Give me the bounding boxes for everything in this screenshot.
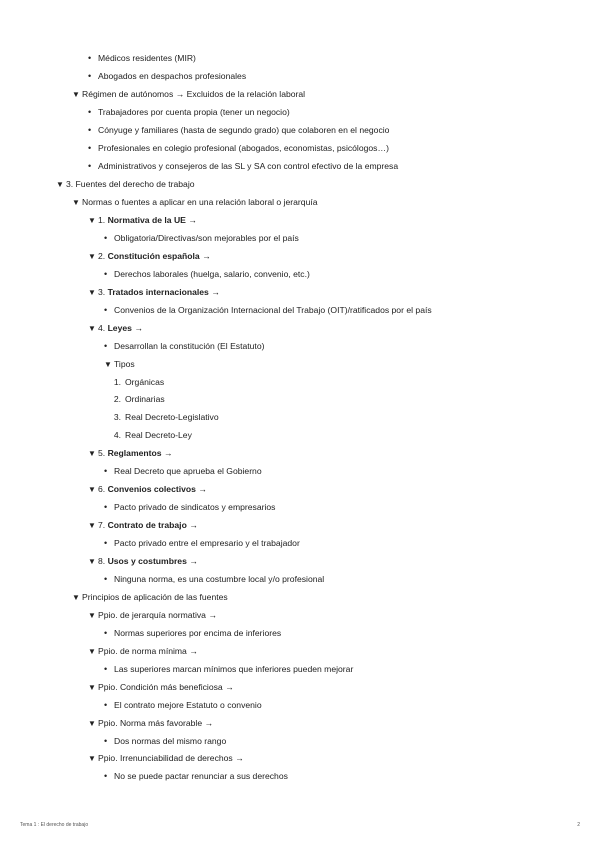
list-item-text: Dos normas del mismo rango <box>114 736 227 746</box>
list-item-text: El contrato mejore Estatuto o convenio <box>114 700 262 710</box>
bullet-icon: • <box>104 466 108 476</box>
list-item <box>104 465 262 477</box>
toggle-item-reglamentos[interactable] <box>88 447 173 460</box>
list-item <box>104 268 310 280</box>
item-prefix: 4. <box>98 323 108 333</box>
collapse-triangle-icon[interactable]: ▼ <box>88 683 96 692</box>
page-number: 2 <box>577 822 580 828</box>
toggle-item-ue[interactable] <box>88 214 197 227</box>
toggle-item-constitucion[interactable] <box>88 250 211 263</box>
list-item-text: Las superiores marcan mínimos que inferiores pueden mejorar <box>114 664 354 674</box>
item-arrow: → <box>186 556 198 566</box>
toggle-item-leyes[interactable] <box>88 322 143 335</box>
list-item-text: Administrativos y consejeros de las SL y SA con control efectivo de la empresa <box>98 161 399 171</box>
collapse-triangle-icon[interactable]: ▼ <box>88 647 96 656</box>
bullet-icon: • <box>104 700 108 710</box>
list-item-text: Pacto privado de sindicatos y empresarios <box>114 502 276 512</box>
list-item-text: Cónyuge y familiares (hasta de segundo grado) que colaboren en el negocio <box>98 125 390 135</box>
collapse-triangle-icon[interactable]: ▼ <box>56 180 64 189</box>
list-item <box>104 770 288 782</box>
list-item-text: Pacto privado entre el empresario y el trabajador <box>114 538 300 548</box>
toggle-label: Ppio. de jerarquía normativa → <box>98 610 217 620</box>
item-arrow: → <box>186 520 198 530</box>
collapse-triangle-icon[interactable]: ▼ <box>88 216 96 225</box>
toggle-label: Tipos <box>114 359 135 369</box>
toggle-label: Ppio. de norma mínima → <box>98 646 198 656</box>
item-title: Convenios colectivos <box>107 484 196 494</box>
numbered-item <box>108 429 192 441</box>
list-item <box>104 573 324 585</box>
item-title: Usos y costumbres <box>107 556 187 566</box>
toggle-item-tipos[interactable] <box>104 358 135 371</box>
bullet-icon: • <box>104 664 108 674</box>
bullet-icon: • <box>104 341 108 351</box>
collapse-triangle-icon[interactable]: ▼ <box>88 485 96 494</box>
bullet-icon: • <box>104 269 108 279</box>
list-item <box>88 160 398 172</box>
item-title: Reglamentos <box>107 448 162 458</box>
item-arrow: → <box>131 323 143 333</box>
item-title: Normativa de la UE <box>107 215 186 225</box>
collapse-triangle-icon[interactable]: ▼ <box>104 360 112 369</box>
item-text: Ordinarias <box>125 394 165 404</box>
toggle-item-usos[interactable] <box>88 555 198 568</box>
item-title: Leyes <box>107 323 132 333</box>
list-item <box>88 124 389 136</box>
list-item-text: Desarrollan la constitución (El Estatuto) <box>114 341 265 351</box>
list-item <box>104 340 264 352</box>
bullet-icon: • <box>88 161 92 171</box>
bullet-icon: • <box>104 628 108 638</box>
item-arrow: → <box>199 251 211 261</box>
toggle-label: Ppio. Irrenunciabilidad de derechos → <box>98 753 244 763</box>
item-prefix: 6. <box>98 484 108 494</box>
toggle-item-convenios[interactable] <box>88 483 207 496</box>
collapse-triangle-icon[interactable]: ▼ <box>88 521 96 530</box>
bullet-icon: • <box>104 574 108 584</box>
list-item-text: Abogados en despachos profesionales <box>98 71 247 81</box>
list-item-text: Derechos laborales (huelga, salario, convenio, etc.) <box>114 269 310 279</box>
bullet-icon: • <box>104 771 108 781</box>
list-item <box>104 663 353 675</box>
footer-title: Tema 1 : El derecho de trabajo <box>20 822 89 828</box>
toggle-item-contrato[interactable] <box>88 519 198 532</box>
list-item-text: Convenios de la Organización Internacional del Trabajo (OIT)/ratificados por el país <box>114 305 432 315</box>
collapse-triangle-icon[interactable]: ▼ <box>88 252 96 261</box>
bullet-icon: • <box>88 107 92 117</box>
list-item-text: Profesionales en colegio profesional (abogados, economistas, psicólogos…) <box>98 143 389 153</box>
list-item-text: Ninguna norma, es una costumbre local y/o profesional <box>114 574 325 584</box>
collapse-triangle-icon[interactable]: ▼ <box>88 449 96 458</box>
item-number: 1. <box>113 377 121 387</box>
item-prefix: 2. <box>98 251 108 261</box>
collapse-triangle-icon[interactable]: ▼ <box>88 719 96 728</box>
collapse-triangle-icon[interactable]: ▼ <box>72 593 80 602</box>
item-arrow: → <box>195 484 207 494</box>
item-title: Tratados internacionales <box>107 287 209 297</box>
collapse-triangle-icon[interactable]: ▼ <box>88 754 96 763</box>
toggle-label: Régimen de autónomos → Excluidos de la relación laboral <box>82 89 306 99</box>
toggle-label: Ppio. Condición más beneficiosa → <box>98 682 234 692</box>
section-heading: 3. Fuentes del derecho de trabajo <box>66 179 195 189</box>
list-item-text: Real Decreto que aprueba el Gobierno <box>114 466 262 476</box>
list-item-text: No se puede pactar renunciar a sus derechos <box>114 771 288 781</box>
toggle-section-fuentes[interactable] <box>56 178 195 191</box>
toggle-item-condicion[interactable] <box>88 681 234 694</box>
collapse-triangle-icon[interactable]: ▼ <box>88 557 96 566</box>
list-item <box>88 142 389 154</box>
toggle-item-norma-minima[interactable] <box>88 645 198 658</box>
item-prefix: 1. <box>98 215 108 225</box>
list-item-text: Trabajadores por cuenta propia (tener un negocio) <box>98 107 290 117</box>
toggle-item-irrenunciabilidad[interactable] <box>88 752 244 765</box>
item-title: Contrato de trabajo <box>107 520 187 530</box>
item-text: Real Decreto-Legislativo <box>125 412 219 422</box>
item-number: 3. <box>113 412 121 422</box>
bullet-icon: • <box>104 538 108 548</box>
bullet-icon: • <box>104 305 108 315</box>
numbered-item <box>108 393 165 405</box>
list-item <box>104 232 299 244</box>
item-prefix: 8. <box>98 556 108 566</box>
toggle-item-principios[interactable] <box>72 591 228 604</box>
list-item-text: Obligatoria/Directivas/son mejorables por el país <box>114 233 299 243</box>
numbered-item <box>108 376 164 388</box>
collapse-triangle-icon[interactable]: ▼ <box>72 90 80 99</box>
list-item <box>104 537 300 549</box>
list-item <box>104 699 262 711</box>
bullet-icon: • <box>88 143 92 153</box>
list-item <box>88 52 196 64</box>
item-text: Real Decreto-Ley <box>125 430 192 440</box>
item-text: Orgánicas <box>125 377 165 387</box>
toggle-item-jerarquia[interactable] <box>88 609 217 622</box>
toggle-label: Ppio. Norma más favorable → <box>98 718 214 728</box>
bullet-icon: • <box>104 233 108 243</box>
toggle-item-autonomos[interactable] <box>72 88 305 101</box>
list-item-text: Médicos residentes (MIR) <box>98 53 196 63</box>
list-item-text: Normas superiores por encima de inferiores <box>114 628 282 638</box>
bullet-icon: • <box>88 125 92 135</box>
list-item <box>104 304 432 316</box>
bullet-icon: • <box>88 53 92 63</box>
toggle-label: Principios de aplicación de las fuentes <box>82 592 228 602</box>
item-arrow: → <box>161 448 173 458</box>
collapse-triangle-icon[interactable]: ▼ <box>72 198 80 207</box>
bullet-icon: • <box>88 71 92 81</box>
list-item <box>104 735 226 747</box>
item-prefix: 3. <box>98 287 108 297</box>
toggle-item-favorable[interactable] <box>88 717 213 730</box>
numbered-item <box>108 411 219 423</box>
bullet-icon: • <box>104 502 108 512</box>
item-arrow: → <box>208 287 220 297</box>
bullet-icon: • <box>104 736 108 746</box>
item-title: Constitución española <box>107 251 200 261</box>
toggle-item-tratados[interactable] <box>88 286 220 299</box>
list-item <box>88 70 246 82</box>
collapse-triangle-icon[interactable]: ▼ <box>88 324 96 333</box>
collapse-triangle-icon[interactable]: ▼ <box>88 288 96 297</box>
toggle-label: Normas o fuentes a aplicar en una relación laboral o jerarquía <box>82 197 318 207</box>
item-prefix: 7. <box>98 520 108 530</box>
item-number: 2. <box>113 394 121 404</box>
list-item <box>104 501 275 513</box>
list-item <box>88 106 290 118</box>
collapse-triangle-icon[interactable]: ▼ <box>88 611 96 620</box>
list-item <box>104 627 281 639</box>
toggle-item-normas[interactable] <box>72 196 318 209</box>
item-number: 4. <box>113 430 121 440</box>
item-prefix: 5. <box>98 448 108 458</box>
item-arrow: → <box>185 215 197 225</box>
